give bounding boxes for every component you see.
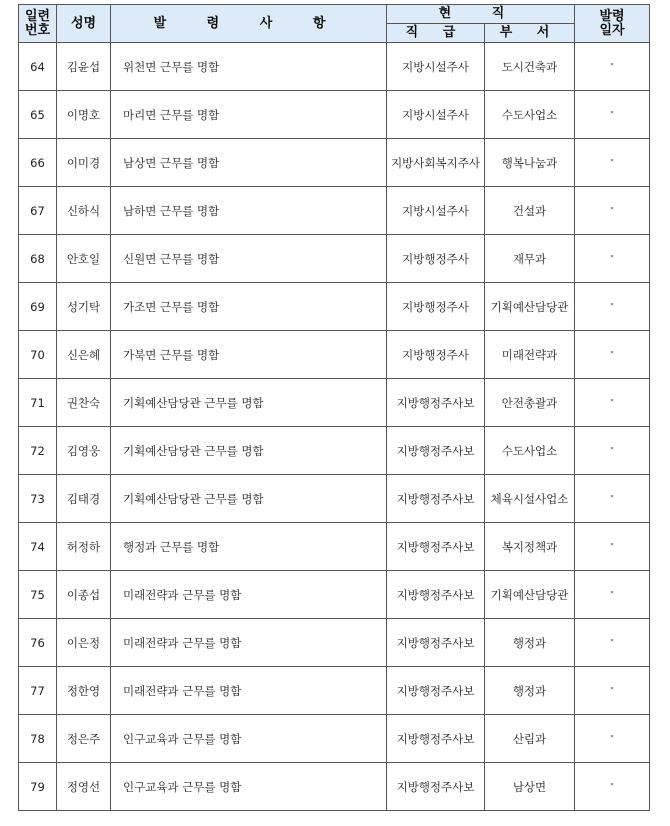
cell-order: 인구교육과 근무를 명함	[111, 763, 387, 811]
table-row	[19, 43, 650, 91]
cell-grade: 지방행정주사보	[387, 715, 485, 763]
table-row	[19, 139, 650, 187]
cell-grade: 지방행정주사	[387, 331, 485, 379]
cell-order-date: "	[575, 139, 650, 187]
cell-order-date: "	[575, 43, 650, 91]
cell-order-date: "	[575, 379, 650, 427]
header-order: 발 령 사 항	[111, 5, 387, 43]
cell-name: 안호일	[57, 235, 111, 283]
cell-order-date: "	[575, 715, 650, 763]
cell-serial-no: 64	[19, 43, 57, 91]
cell-name: 이명호	[57, 91, 111, 139]
cell-order: 인구교육과 근무를 명함	[111, 715, 387, 763]
cell-order: 미래전략과 근무를 명함	[111, 619, 387, 667]
cell-grade: 지방시설주사	[387, 43, 485, 91]
cell-department: 안전총괄과	[485, 379, 575, 427]
header-order-date: 발령 일자	[575, 5, 650, 43]
cell-order-date: "	[575, 427, 650, 475]
cell-order: 신원면 근무를 명함	[111, 235, 387, 283]
cell-serial-no: 76	[19, 619, 57, 667]
cell-serial-no: 77	[19, 667, 57, 715]
cell-order-date: "	[575, 475, 650, 523]
table-row	[19, 571, 650, 619]
personnel-table	[18, 4, 650, 811]
cell-order: 미래전략과 근무를 명함	[111, 667, 387, 715]
table-row	[19, 619, 650, 667]
cell-name: 신은혜	[57, 331, 111, 379]
personnel-order-sheet	[18, 4, 650, 811]
cell-name: 성기탁	[57, 283, 111, 331]
cell-department: 체육시설사업소	[485, 475, 575, 523]
table-row	[19, 667, 650, 715]
header-grade: 직 급	[387, 24, 485, 43]
cell-grade: 지방행정주사보	[387, 379, 485, 427]
cell-name: 김영웅	[57, 427, 111, 475]
cell-serial-no: 72	[19, 427, 57, 475]
cell-grade: 지방시설주사	[387, 187, 485, 235]
cell-department: 수도사업소	[485, 427, 575, 475]
cell-order-date: "	[575, 523, 650, 571]
cell-order: 기획예산담당관 근무를 명함	[111, 379, 387, 427]
cell-name: 신하식	[57, 187, 111, 235]
table-row	[19, 763, 650, 811]
cell-grade: 지방행정주사보	[387, 523, 485, 571]
table-row	[19, 283, 650, 331]
cell-name: 김태경	[57, 475, 111, 523]
table-row	[19, 235, 650, 283]
cell-department: 재무과	[485, 235, 575, 283]
cell-grade: 지방행정주사보	[387, 571, 485, 619]
cell-grade: 지방시설주사	[387, 91, 485, 139]
cell-serial-no: 79	[19, 763, 57, 811]
cell-order-date: "	[575, 187, 650, 235]
cell-department: 남상면	[485, 763, 575, 811]
cell-order: 가조면 근무를 명함	[111, 283, 387, 331]
table-row	[19, 331, 650, 379]
cell-serial-no: 78	[19, 715, 57, 763]
cell-serial-no: 69	[19, 283, 57, 331]
cell-serial-no: 74	[19, 523, 57, 571]
cell-order-date: "	[575, 91, 650, 139]
cell-order: 기획예산담당관 근무를 명함	[111, 427, 387, 475]
table-row	[19, 91, 650, 139]
cell-order-date: "	[575, 763, 650, 811]
cell-order: 위천면 근무를 명함	[111, 43, 387, 91]
cell-serial-no: 67	[19, 187, 57, 235]
cell-order-date: "	[575, 571, 650, 619]
cell-order-date: "	[575, 283, 650, 331]
cell-department: 행정과	[485, 619, 575, 667]
header-current-position: 현 직	[387, 5, 575, 24]
cell-department: 행복나눔과	[485, 139, 575, 187]
cell-department: 산림과	[485, 715, 575, 763]
cell-serial-no: 71	[19, 379, 57, 427]
cell-serial-no: 75	[19, 571, 57, 619]
cell-order-date: "	[575, 619, 650, 667]
cell-grade: 지방행정주사보	[387, 475, 485, 523]
cell-grade: 지방행정주사	[387, 283, 485, 331]
cell-name: 정영선	[57, 763, 111, 811]
cell-department: 도시건축과	[485, 43, 575, 91]
table-row	[19, 475, 650, 523]
cell-serial-no: 68	[19, 235, 57, 283]
cell-name: 정은주	[57, 715, 111, 763]
cell-grade: 지방행정주사보	[387, 763, 485, 811]
cell-order: 가북면 근무를 명함	[111, 331, 387, 379]
header-name: 성명	[57, 5, 111, 43]
cell-name: 김윤섭	[57, 43, 111, 91]
cell-department: 복지정책과	[485, 523, 575, 571]
cell-order: 남상면 근무를 명함	[111, 139, 387, 187]
cell-grade: 지방행정주사보	[387, 619, 485, 667]
table-row	[19, 187, 650, 235]
cell-serial-no: 66	[19, 139, 57, 187]
cell-order: 기획예산담당관 근무를 명함	[111, 475, 387, 523]
cell-grade: 지방사회복지주사	[387, 139, 485, 187]
cell-order-date: "	[575, 331, 650, 379]
cell-department: 건설과	[485, 187, 575, 235]
cell-grade: 지방행정주사보	[387, 427, 485, 475]
cell-department: 기획예산담당관	[485, 571, 575, 619]
table-row	[19, 715, 650, 763]
cell-name: 정한영	[57, 667, 111, 715]
cell-department: 기획예산담당관	[485, 283, 575, 331]
cell-name: 허정하	[57, 523, 111, 571]
cell-order-date: "	[575, 235, 650, 283]
cell-serial-no: 70	[19, 331, 57, 379]
cell-serial-no: 73	[19, 475, 57, 523]
header-serial-no: 일련 번호	[19, 5, 57, 43]
cell-order: 미래전략과 근무를 명함	[111, 571, 387, 619]
cell-order: 행정과 근무를 명함	[111, 523, 387, 571]
cell-department: 미래전략과	[485, 331, 575, 379]
cell-serial-no: 65	[19, 91, 57, 139]
cell-order-date: "	[575, 667, 650, 715]
header-department: 부 서	[485, 24, 575, 43]
cell-name: 이종섭	[57, 571, 111, 619]
cell-grade: 지방행정주사보	[387, 667, 485, 715]
cell-name: 권찬숙	[57, 379, 111, 427]
table-row	[19, 523, 650, 571]
cell-department: 수도사업소	[485, 91, 575, 139]
cell-department: 행정과	[485, 667, 575, 715]
cell-name: 이미경	[57, 139, 111, 187]
cell-grade: 지방행정주사	[387, 235, 485, 283]
cell-order: 마리면 근무를 명함	[111, 91, 387, 139]
table-row	[19, 379, 650, 427]
table-row	[19, 427, 650, 475]
cell-name: 이은정	[57, 619, 111, 667]
cell-order: 남하면 근무를 명함	[111, 187, 387, 235]
